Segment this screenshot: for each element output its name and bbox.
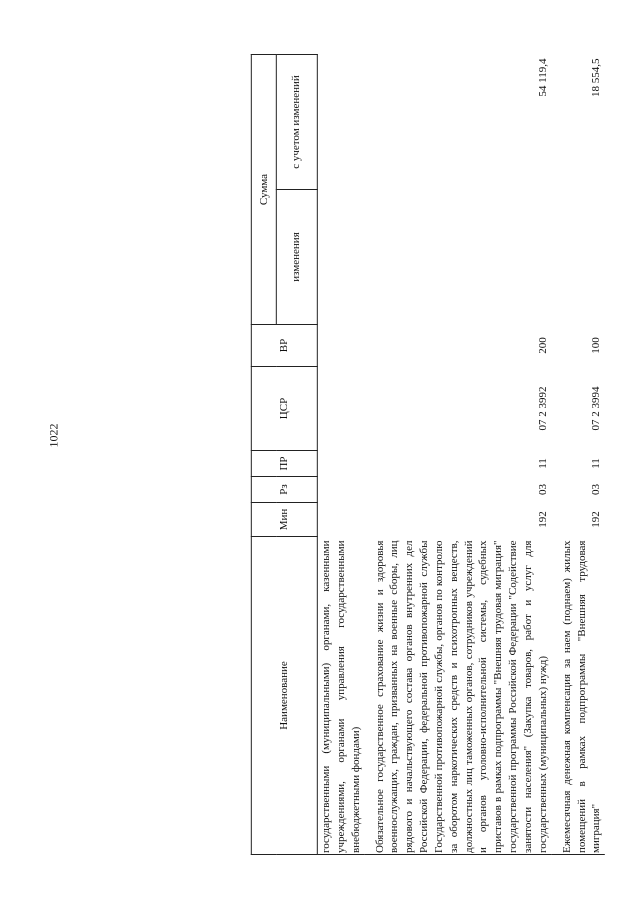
header-izmeneniya: изменения bbox=[276, 190, 317, 325]
rotated-page-content bbox=[65, 55, 605, 855]
header-csr: ЦСР bbox=[251, 367, 317, 451]
page-number: 1022 bbox=[46, 423, 61, 448]
row-total: 18 554,5 bbox=[590, 58, 603, 97]
row-csr: 07 2 3992 bbox=[536, 386, 549, 431]
header-rz: Рз bbox=[251, 477, 317, 503]
row-total bbox=[317, 55, 364, 190]
table-row bbox=[364, 55, 551, 855]
row-pr bbox=[317, 451, 364, 477]
row-vr: 100 bbox=[590, 337, 603, 354]
row-vr bbox=[317, 325, 364, 367]
header-vr: ВР bbox=[251, 325, 317, 367]
header-name: Наименование bbox=[251, 537, 317, 855]
row-csr bbox=[317, 367, 364, 451]
header-pr: ПР bbox=[251, 451, 317, 477]
row-min: 192 bbox=[590, 511, 603, 528]
table-row bbox=[551, 55, 605, 855]
header-s-uchetom: с учетом изменений bbox=[276, 55, 317, 190]
row-vr: 200 bbox=[536, 337, 549, 354]
row-izmeneniya bbox=[364, 190, 551, 325]
row-min bbox=[317, 503, 364, 537]
table-header bbox=[251, 55, 317, 855]
budget-table bbox=[251, 54, 605, 855]
row-rz bbox=[317, 477, 364, 503]
row-izmeneniya bbox=[317, 190, 364, 325]
row-name: Ежемесячная денежная компенсация за наем (поднаем) жилых помещений в рамках подпрограммы "Внешняя трудовая миграция" bbox=[551, 537, 605, 855]
row-name: Обязательное государственное страхование жизни и здоровья военнослужащих, граждан, призванных на военные сборы, лиц рядового и начальствующего состава органов внутренних дел Российской Федерации, федеральной противопожарной службы Государственной противопожарной службы, органов по контролю за оборотом наркотических средств и психотропных веществ, должностных лиц таможенных органов, сотрудников учреждений и органов уголовно-исполнительной системы, судебных приставов в рамках подпрограммы "Внешняя трудовая миграция" государственной программы Российской Федерации "Содействие занятости населения" (Закупка товаров, работ и услуг для государственных (муниципальных) нужд) bbox=[364, 537, 551, 855]
header-summa: Сумма bbox=[251, 55, 276, 325]
row-name: государственными (муниципальными) органами, казенными учреждениями, органами управления государственными внебюджетными фондами) bbox=[317, 537, 364, 855]
row-min: 192 bbox=[536, 511, 549, 528]
row-csr: 07 2 3994 bbox=[590, 386, 603, 431]
row-total: 54 119,4 bbox=[536, 58, 549, 97]
table-row bbox=[317, 55, 364, 855]
row-rz: 03 bbox=[536, 484, 549, 495]
row-pr: 11 bbox=[536, 458, 549, 469]
budget-table-wrapper bbox=[251, 55, 605, 855]
row-rz: 03 bbox=[590, 484, 603, 495]
header-min: Мин bbox=[251, 503, 317, 537]
row-izmeneniya bbox=[551, 190, 605, 325]
row-pr: 11 bbox=[590, 458, 603, 469]
